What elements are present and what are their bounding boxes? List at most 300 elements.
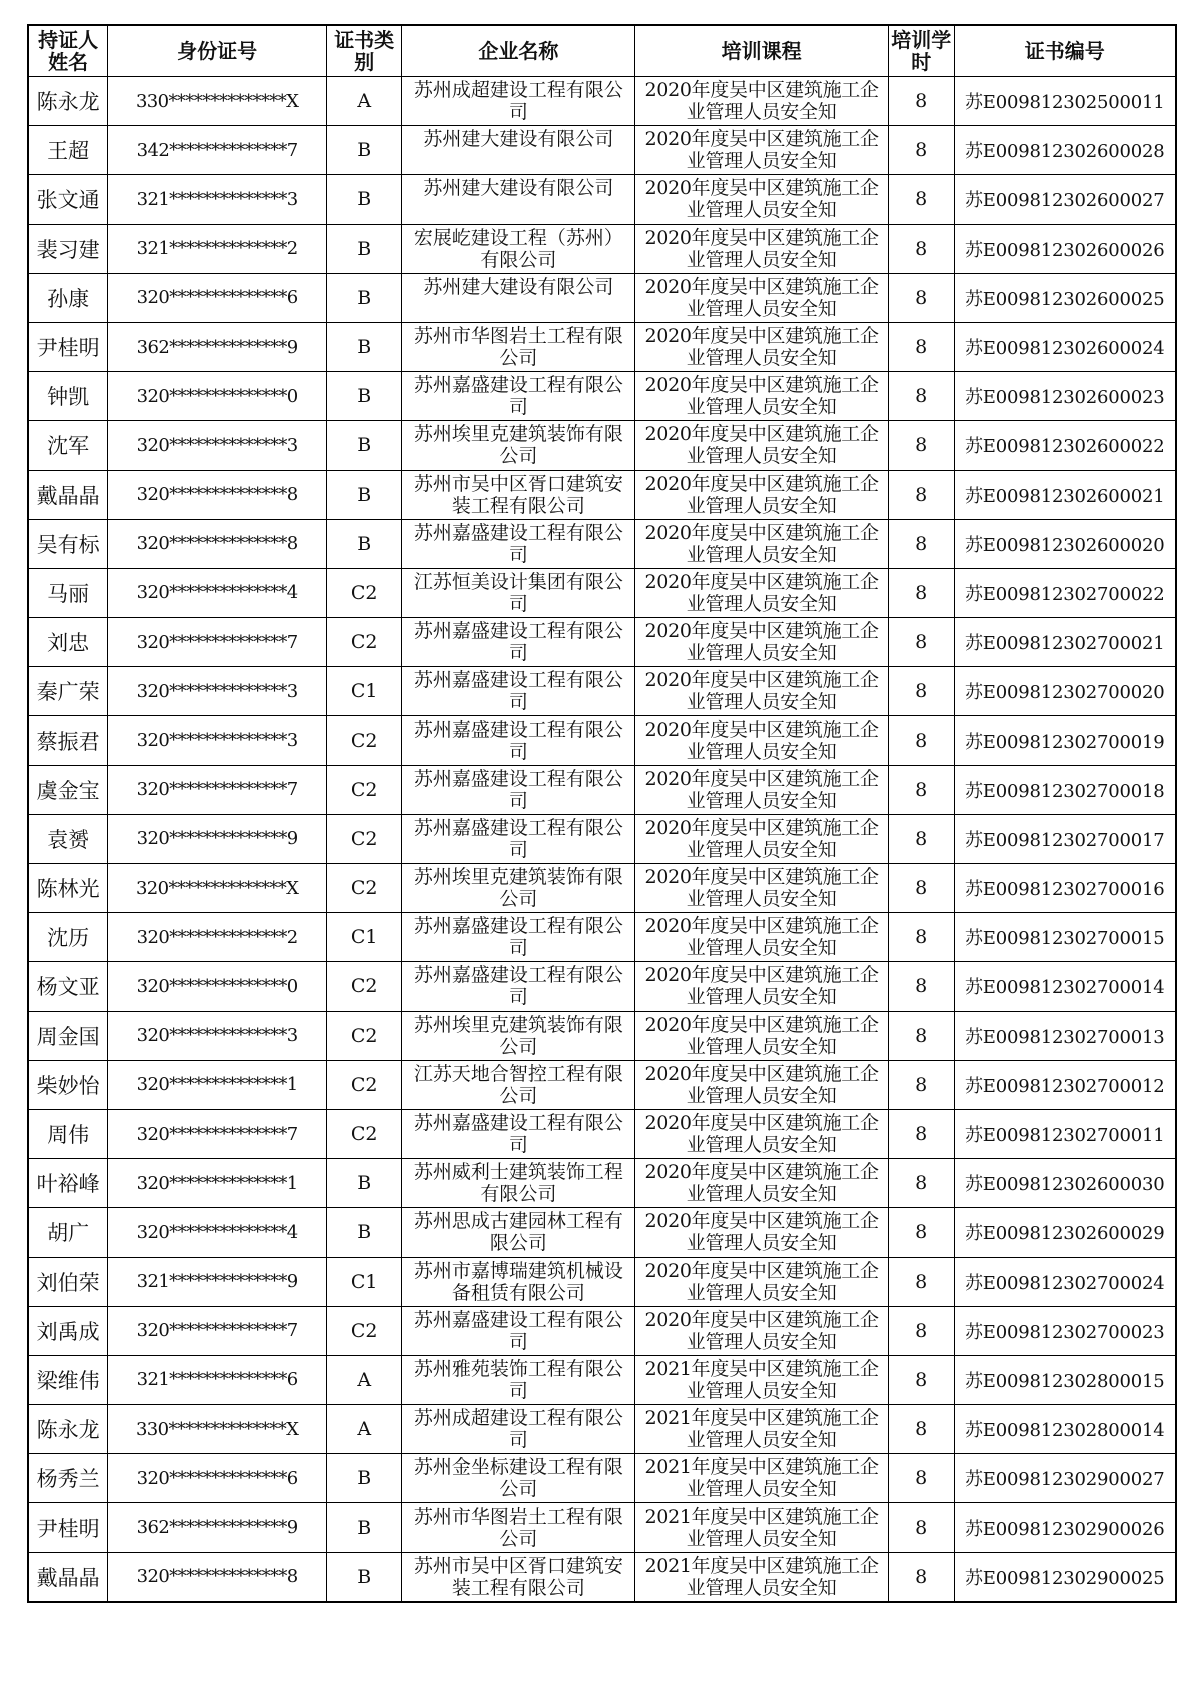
company-name-cell-text: 苏州思成古建园林工程有限公司 [413,1210,623,1255]
holder-name-cell: 胡广 [28,1208,108,1257]
cert-number-cell: 苏E009812302500011 [954,77,1176,126]
training-course-cell [635,470,889,519]
training-course-cell-text: 2020年度吴中区建筑施工企业管理人员安全知 [644,718,879,763]
table-row [28,1208,1176,1257]
company-name-cell [402,470,635,519]
holder-name-cell: 陈永龙 [28,77,108,126]
company-name-cell [402,322,635,371]
company-name-cell [402,175,635,224]
training-hours-cell: 8 [888,421,954,470]
training-course-cell [635,814,889,863]
company-name-cell [402,1208,635,1257]
cert-number-cell: 苏E009812302600024 [954,322,1176,371]
cert-category-cell: C2 [326,716,401,765]
training-course-cell-text: 2020年度吴中区建筑施工企业管理人员安全知 [644,816,879,861]
id-number-cell: 321**************2 [108,224,327,273]
training-course-cell [635,1552,889,1602]
table-row [28,1503,1176,1552]
training-course-cell-text: 2020年度吴中区建筑施工企业管理人员安全知 [644,1308,879,1353]
cert-category-cell: C1 [326,1257,401,1306]
table-row [28,77,1176,126]
company-name-cell [402,618,635,667]
training-course-cell [635,77,889,126]
cert-number-cell: 苏E009812302800015 [954,1355,1176,1404]
cert-category-cell: B [326,175,401,224]
training-course-cell-text: 2021年度吴中区建筑施工企业管理人员安全知 [644,1407,879,1452]
training-hours-cell: 8 [888,1109,954,1158]
cert-number-cell: 苏E009812302600022 [954,421,1176,470]
training-course-cell-text: 2020年度吴中区建筑施工企业管理人员安全知 [644,1112,879,1157]
cert-category-cell: C2 [326,618,401,667]
cert-number-cell: 苏E009812302700020 [954,667,1176,716]
holder-name-cell: 周伟 [28,1109,108,1158]
holder-name-cell: 柴妙怡 [28,1060,108,1109]
training-hours-cell: 8 [888,519,954,568]
training-course-cell-text: 2021年度吴中区建筑施工企业管理人员安全知 [644,1357,879,1402]
training-hours-cell: 8 [888,1552,954,1602]
id-number-cell: 362**************9 [108,322,327,371]
cert-category-cell: C1 [326,667,401,716]
training-hours-cell: 8 [888,1454,954,1503]
holder-name-cell: 沈历 [28,913,108,962]
company-name-cell [402,1011,635,1060]
cert-number-cell: 苏E009812302700018 [954,765,1176,814]
company-name-cell-text: 苏州市嘉博瑞建筑机械设备租赁有限公司 [413,1259,623,1304]
training-course-cell-text: 2021年度吴中区建筑施工企业管理人员安全知 [644,1505,879,1550]
cert-category-cell: B [326,1159,401,1208]
header-cert-number: 证书编号 [954,25,1176,77]
table-row [28,519,1176,568]
training-course-cell [635,175,889,224]
company-name-cell-text: 苏州嘉盛建设工程有限公司 [413,1112,623,1157]
table-row [28,322,1176,371]
table-row [28,224,1176,273]
company-name-cell-text: 苏州建大建设有限公司 [423,275,614,298]
header-training-course: 培训课程 [635,25,889,77]
cert-number-cell: 苏E009812302600029 [954,1208,1176,1257]
training-course-cell [635,1208,889,1257]
training-hours-cell: 8 [888,1208,954,1257]
cert-number-cell: 苏E009812302700019 [954,716,1176,765]
training-course-cell [635,126,889,175]
company-name-cell-text: 苏州嘉盛建设工程有限公司 [413,620,623,665]
table-row [28,864,1176,913]
training-hours-cell: 8 [888,175,954,224]
cert-number-cell: 苏E009812302700016 [954,864,1176,913]
holder-name-cell: 杨秀兰 [28,1454,108,1503]
training-course-cell [635,1011,889,1060]
company-name-cell-text: 苏州成超建设工程有限公司 [413,1407,623,1452]
cert-number-cell: 苏E009812302600020 [954,519,1176,568]
company-name-cell-text: 江苏恒美设计集团有限公司 [413,570,623,615]
cert-category-cell: A [326,77,401,126]
table-row [28,175,1176,224]
training-hours-cell: 8 [888,224,954,273]
table-row [28,1552,1176,1602]
company-name-cell-text: 苏州嘉盛建设工程有限公司 [413,816,623,861]
company-name-cell-text: 苏州市吴中区胥口建筑安装工程有限公司 [413,1554,623,1599]
training-hours-cell: 8 [888,962,954,1011]
company-name-cell-text: 苏州市华图岩土工程有限公司 [413,325,623,370]
cert-number-cell: 苏E009812302600030 [954,1159,1176,1208]
training-course-cell-text: 2020年度吴中区建筑施工企业管理人员安全知 [644,128,879,173]
training-course-cell [635,1405,889,1454]
company-name-cell-text: 苏州嘉盛建设工程有限公司 [413,521,623,566]
training-course-cell [635,224,889,273]
table-row [28,618,1176,667]
company-name-cell-text: 苏州嘉盛建设工程有限公司 [413,1308,623,1353]
cert-number-cell: 苏E009812302600023 [954,372,1176,421]
training-course-cell-text: 2020年度吴中区建筑施工企业管理人员安全知 [644,521,879,566]
company-name-cell [402,273,635,322]
cert-category-cell: C2 [326,962,401,1011]
training-hours-cell: 8 [888,1306,954,1355]
training-course-cell-text: 2020年度吴中区建筑施工企业管理人员安全知 [644,1062,879,1107]
holder-name-cell: 吴有标 [28,519,108,568]
id-number-cell: 320**************3 [108,716,327,765]
cert-number-cell: 苏E009812302700014 [954,962,1176,1011]
training-course-cell [635,765,889,814]
id-number-cell: 330**************X [108,77,327,126]
training-hours-cell: 8 [888,1405,954,1454]
holder-name-cell: 马丽 [28,568,108,617]
id-number-cell: 320**************6 [108,1454,327,1503]
cert-category-cell: C2 [326,814,401,863]
table-row [28,1355,1176,1404]
table-row [28,1060,1176,1109]
cert-number-cell: 苏E009812302700017 [954,814,1176,863]
training-course-cell-text: 2020年度吴中区建筑施工企业管理人员安全知 [644,1161,879,1206]
id-number-cell: 321**************9 [108,1257,327,1306]
cert-number-cell: 苏E009812302900027 [954,1454,1176,1503]
training-course-cell-text: 2020年度吴中区建筑施工企业管理人员安全知 [644,915,879,960]
cert-category-cell: C1 [326,913,401,962]
holder-name-cell: 秦广荣 [28,667,108,716]
training-course-cell-text: 2020年度吴中区建筑施工企业管理人员安全知 [644,1013,879,1058]
holder-name-cell: 刘忠 [28,618,108,667]
id-number-cell: 320**************7 [108,618,327,667]
company-name-cell [402,1355,635,1404]
company-name-cell-text: 苏州嘉盛建设工程有限公司 [413,767,623,812]
company-name-cell-text: 苏州嘉盛建设工程有限公司 [413,374,623,419]
cert-number-cell: 苏E009812302800014 [954,1405,1176,1454]
training-course-cell-text: 2020年度吴中区建筑施工企业管理人员安全知 [644,275,879,320]
company-name-cell [402,519,635,568]
id-number-cell: 320**************9 [108,814,327,863]
training-hours-cell: 8 [888,568,954,617]
id-number-cell: 330**************X [108,1405,327,1454]
company-name-cell-text: 苏州雅苑装饰工程有限公司 [413,1357,623,1402]
training-course-cell [635,618,889,667]
header-company-name: 企业名称 [402,25,635,77]
id-number-cell: 320**************1 [108,1159,327,1208]
company-name-cell [402,1159,635,1208]
table-row [28,716,1176,765]
holder-name-cell: 虞金宝 [28,765,108,814]
id-number-cell: 320**************0 [108,962,327,1011]
company-name-cell [402,77,635,126]
header-id-number: 身份证号 [108,25,327,77]
id-number-cell: 320**************3 [108,1011,327,1060]
training-course-cell [635,1257,889,1306]
cert-number-cell: 苏E009812302600028 [954,126,1176,175]
table-row [28,1454,1176,1503]
cert-number-cell: 苏E009812302600025 [954,273,1176,322]
training-course-cell-text: 2020年度吴中区建筑施工企业管理人员安全知 [644,177,879,222]
cert-number-cell: 苏E009812302700023 [954,1306,1176,1355]
company-name-cell-text: 苏州嘉盛建设工程有限公司 [413,964,623,1009]
company-name-cell [402,667,635,716]
training-course-cell-text: 2020年度吴中区建筑施工企业管理人员安全知 [644,570,879,615]
cert-category-cell: B [326,273,401,322]
cert-category-cell: C2 [326,1109,401,1158]
holder-name-cell: 裴习建 [28,224,108,273]
training-course-cell [635,568,889,617]
training-course-cell [635,1454,889,1503]
company-name-cell-text: 苏州嘉盛建设工程有限公司 [413,915,623,960]
holder-name-cell: 陈林光 [28,864,108,913]
cert-category-cell: B [326,372,401,421]
cert-number-cell: 苏E009812302600021 [954,470,1176,519]
training-course-cell [635,273,889,322]
id-number-cell: 342**************7 [108,126,327,175]
table-row [28,568,1176,617]
id-number-cell: 320**************8 [108,519,327,568]
cert-category-cell: A [326,1405,401,1454]
id-number-cell: 320**************2 [108,913,327,962]
cert-number-cell: 苏E009812302700011 [954,1109,1176,1158]
cert-category-cell: B [326,519,401,568]
training-course-cell [635,1306,889,1355]
company-name-cell-text: 苏州埃里克建筑装饰有限公司 [413,423,623,468]
cert-number-cell: 苏E009812302600026 [954,224,1176,273]
training-course-cell-text: 2020年度吴中区建筑施工企业管理人员安全知 [644,423,879,468]
id-number-cell: 321**************6 [108,1355,327,1404]
id-number-cell: 320**************4 [108,568,327,617]
cert-category-cell: C2 [326,765,401,814]
training-course-cell [635,1355,889,1404]
training-course-cell-text: 2021年度吴中区建筑施工企业管理人员安全知 [644,1554,879,1599]
id-number-cell: 320**************3 [108,667,327,716]
table-row [28,1306,1176,1355]
training-hours-cell: 8 [888,1355,954,1404]
holder-name-cell: 刘禹成 [28,1306,108,1355]
cert-category-cell: C2 [326,1011,401,1060]
table-row [28,1159,1176,1208]
training-hours-cell: 8 [888,913,954,962]
holder-name-cell: 尹桂明 [28,1503,108,1552]
training-hours-cell: 8 [888,1257,954,1306]
holder-name-cell: 叶裕峰 [28,1159,108,1208]
holder-name-cell: 梁维伟 [28,1355,108,1404]
training-course-cell [635,421,889,470]
table-row [28,470,1176,519]
holder-name-cell: 蔡振君 [28,716,108,765]
training-hours-cell: 8 [888,372,954,421]
table-row [28,1257,1176,1306]
training-course-cell [635,1503,889,1552]
header-holder-name: 持证人姓名 [28,25,108,77]
certificate-table [27,24,1177,1603]
training-hours-cell: 8 [888,765,954,814]
training-course-cell [635,1060,889,1109]
training-course-cell-text: 2020年度吴中区建筑施工企业管理人员安全知 [644,79,879,124]
holder-name-cell: 王超 [28,126,108,175]
training-hours-cell: 8 [888,273,954,322]
company-name-cell-text: 苏州嘉盛建设工程有限公司 [413,718,623,763]
table-row [28,273,1176,322]
table-row [28,1405,1176,1454]
company-name-cell [402,1503,635,1552]
company-name-cell-text: 苏州金坐标建设工程有限公司 [413,1456,623,1501]
cert-category-cell: C2 [326,1060,401,1109]
header-training-hours: 培训学时 [888,25,954,77]
training-hours-cell: 8 [888,667,954,716]
cert-number-cell: 苏E009812302600027 [954,175,1176,224]
cert-category-cell: B [326,1208,401,1257]
training-hours-cell: 8 [888,864,954,913]
cert-number-cell: 苏E009812302900025 [954,1552,1176,1602]
company-name-cell [402,864,635,913]
id-number-cell: 320**************8 [108,470,327,519]
company-name-cell-text: 苏州埃里克建筑装饰有限公司 [413,866,623,911]
id-number-cell: 320**************7 [108,1109,327,1158]
cert-category-cell: C2 [326,1306,401,1355]
company-name-cell [402,1257,635,1306]
training-hours-cell: 8 [888,618,954,667]
cert-number-cell: 苏E009812302700013 [954,1011,1176,1060]
cert-category-cell: C2 [326,568,401,617]
holder-name-cell: 沈军 [28,421,108,470]
training-course-cell [635,372,889,421]
cert-number-cell: 苏E009812302900026 [954,1503,1176,1552]
company-name-cell [402,421,635,470]
company-name-cell-text: 苏州嘉盛建设工程有限公司 [413,669,623,714]
id-number-cell: 320**************1 [108,1060,327,1109]
holder-name-cell: 戴晶晶 [28,1552,108,1602]
cert-category-cell: B [326,126,401,175]
table-row [28,667,1176,716]
training-course-cell [635,667,889,716]
company-name-cell-text: 苏州建大建设有限公司 [423,128,614,151]
training-hours-cell: 8 [888,77,954,126]
company-name-cell-text: 苏州威利士建筑装饰工程有限公司 [413,1161,623,1206]
holder-name-cell: 张文通 [28,175,108,224]
training-course-cell [635,519,889,568]
training-course-cell [635,1109,889,1158]
cert-number-cell: 苏E009812302700024 [954,1257,1176,1306]
company-name-cell [402,765,635,814]
id-number-cell: 320**************8 [108,1552,327,1602]
company-name-cell-text: 苏州市吴中区胥口建筑安装工程有限公司 [413,472,623,517]
cert-number-cell: 苏E009812302700012 [954,1060,1176,1109]
company-name-cell [402,372,635,421]
table-row [28,913,1176,962]
holder-name-cell: 孙康 [28,273,108,322]
training-hours-cell: 8 [888,1060,954,1109]
id-number-cell: 320**************7 [108,765,327,814]
id-number-cell: 320**************0 [108,372,327,421]
training-hours-cell: 8 [888,1011,954,1060]
company-name-cell [402,913,635,962]
company-name-cell-text: 苏州埃里克建筑装饰有限公司 [413,1013,623,1058]
training-hours-cell: 8 [888,322,954,371]
training-hours-cell: 8 [888,1159,954,1208]
training-hours-cell: 8 [888,716,954,765]
cert-category-cell: B [326,1552,401,1602]
cert-category-cell: B [326,421,401,470]
table-row [28,962,1176,1011]
training-course-cell-text: 2020年度吴中区建筑施工企业管理人员安全知 [644,374,879,419]
training-course-cell-text: 2020年度吴中区建筑施工企业管理人员安全知 [644,964,879,1009]
holder-name-cell: 刘伯荣 [28,1257,108,1306]
training-course-cell-text: 2020年度吴中区建筑施工企业管理人员安全知 [644,325,879,370]
training-course-cell [635,716,889,765]
company-name-cell-text: 苏州成超建设工程有限公司 [413,79,623,124]
table-row [28,765,1176,814]
training-course-cell-text: 2020年度吴中区建筑施工企业管理人员安全知 [644,620,879,665]
training-course-cell [635,864,889,913]
id-number-cell: 320**************4 [108,1208,327,1257]
company-name-cell [402,962,635,1011]
company-name-cell-text: 苏州建大建设有限公司 [423,177,614,200]
holder-name-cell: 尹桂明 [28,322,108,371]
training-hours-cell: 8 [888,126,954,175]
header-cert-category: 证书类别 [326,25,401,77]
company-name-cell [402,716,635,765]
cert-category-cell: C2 [326,864,401,913]
company-name-cell-text: 江苏天地合智控工程有限公司 [413,1062,623,1107]
id-number-cell: 320**************3 [108,421,327,470]
table-row [28,1011,1176,1060]
training-course-cell-text: 2021年度吴中区建筑施工企业管理人员安全知 [644,1456,879,1501]
training-course-cell [635,1159,889,1208]
holder-name-cell: 周金国 [28,1011,108,1060]
training-course-cell [635,322,889,371]
training-hours-cell: 8 [888,470,954,519]
cert-category-cell: B [326,1454,401,1503]
id-number-cell: 320**************X [108,864,327,913]
cert-category-cell: B [326,322,401,371]
holder-name-cell: 钟凯 [28,372,108,421]
company-name-cell [402,1060,635,1109]
table-row [28,1109,1176,1158]
cert-number-cell: 苏E009812302700022 [954,568,1176,617]
company-name-cell [402,1405,635,1454]
training-course-cell-text: 2020年度吴中区建筑施工企业管理人员安全知 [644,866,879,911]
cert-category-cell: B [326,1503,401,1552]
company-name-cell [402,1109,635,1158]
cert-category-cell: A [326,1355,401,1404]
header-row [28,25,1176,77]
id-number-cell: 321**************3 [108,175,327,224]
cert-category-cell: B [326,224,401,273]
company-name-cell [402,814,635,863]
training-hours-cell: 8 [888,1503,954,1552]
table-row [28,421,1176,470]
company-name-cell [402,224,635,273]
training-course-cell-text: 2020年度吴中区建筑施工企业管理人员安全知 [644,472,879,517]
table-row [28,126,1176,175]
holder-name-cell: 袁赟 [28,814,108,863]
training-course-cell-text: 2020年度吴中区建筑施工企业管理人员安全知 [644,767,879,812]
table-row [28,814,1176,863]
holder-name-cell: 戴晶晶 [28,470,108,519]
training-course-cell-text: 2020年度吴中区建筑施工企业管理人员安全知 [644,1259,879,1304]
company-name-cell [402,1552,635,1602]
cert-number-cell: 苏E009812302700021 [954,618,1176,667]
id-number-cell: 320**************7 [108,1306,327,1355]
